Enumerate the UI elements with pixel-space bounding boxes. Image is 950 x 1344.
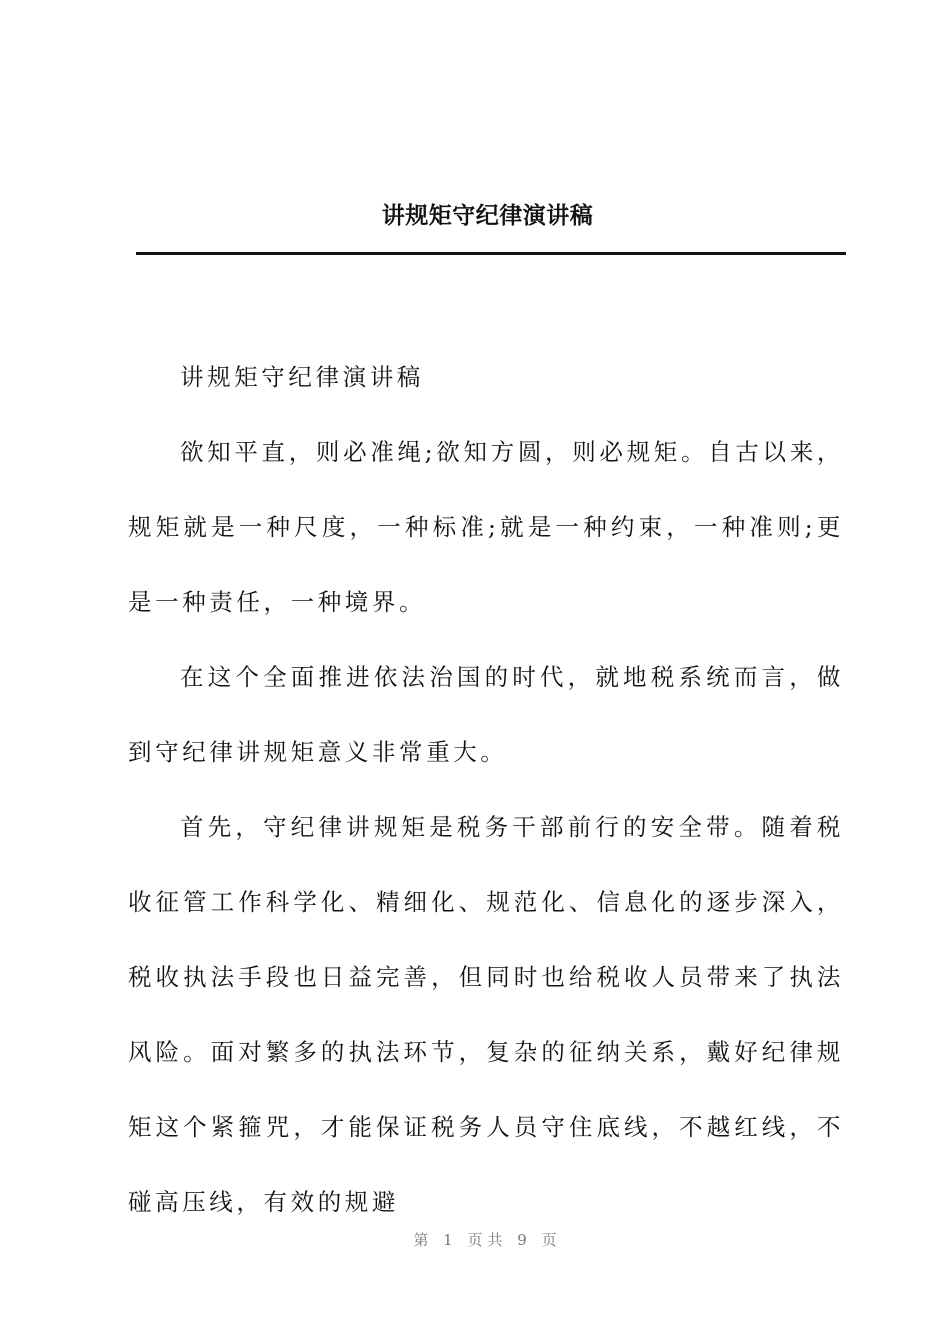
paragraph: 在这个全面推进依法治国的时代，就地税系统而言，做到守纪律讲规矩意义非常重大。: [128, 663, 844, 766]
header-divider: [136, 252, 846, 255]
document-header-title: 讲规矩守纪律演讲稿: [381, 203, 594, 229]
paragraph: 首先，守纪律讲规矩是税务干部前行的安全带。随着税收征管工作科学化、精细化、规范化、信息化的逐步深入，税收执法手段也日益完善，但同时也给税收人员带来了执法风险。面对繁多的执法环节，复杂的征纳关系，戴好纪律规矩这个紧箍咒，才能保证税务人员守住底线，不越红线，不碰高压线，有效的规避: [128, 813, 844, 1216]
page-footer: 第 1 页共 9 页: [413, 1231, 562, 1249]
document-body: [128, 340, 844, 1240]
paragraph: 欲知平直，则必准绳;欲知方圆，则必规矩。自古以来，规矩就是一种尺度，一种标准;就是一种约束，一种准则;更是一种责任，一种境界。: [128, 438, 844, 616]
paragraph-title: 讲规矩守纪律演讲稿: [180, 363, 424, 391]
